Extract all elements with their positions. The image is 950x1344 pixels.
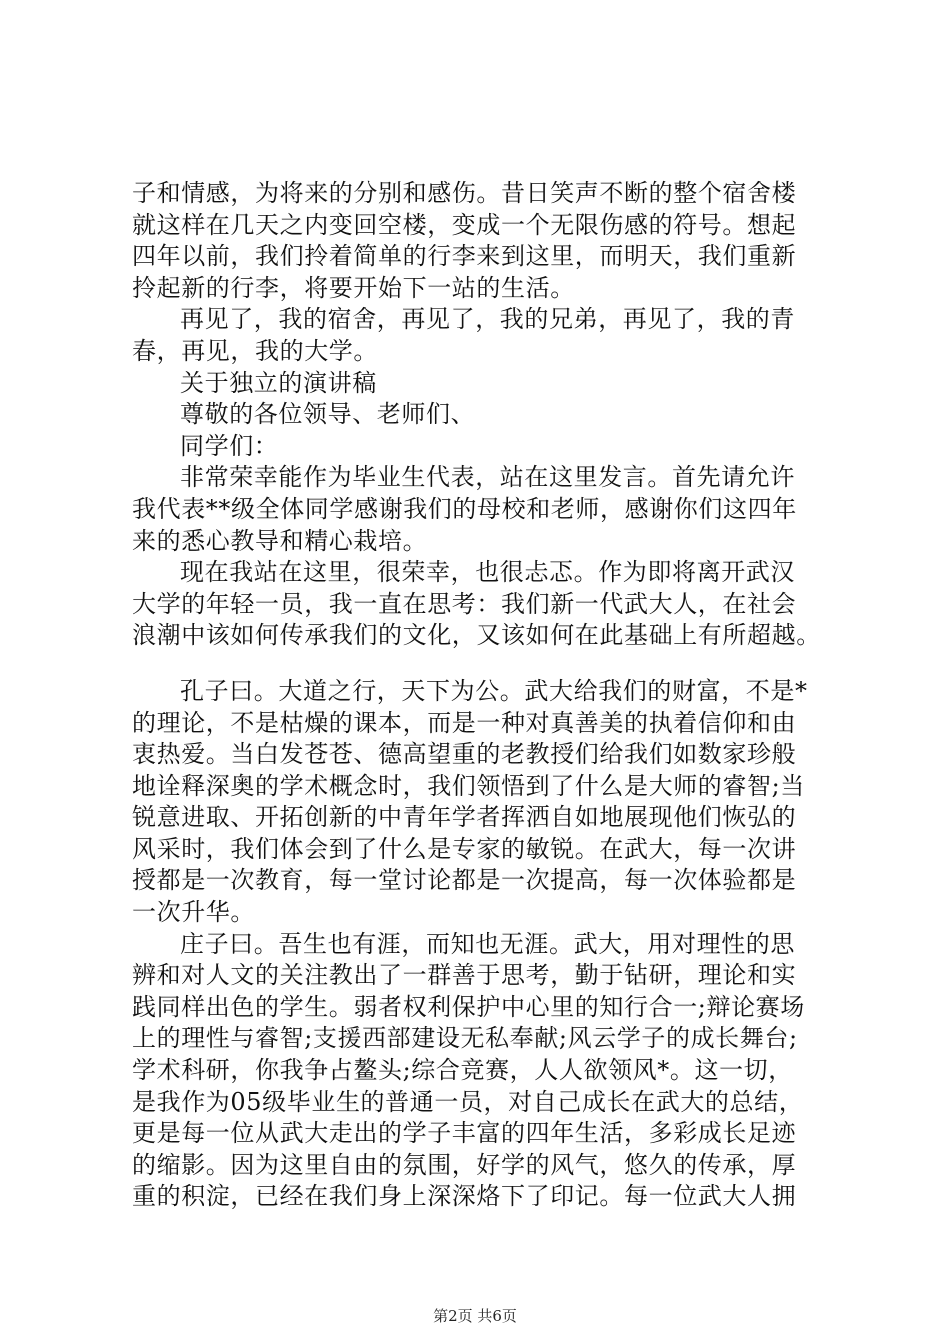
text-line: 同学们：	[180, 431, 279, 460]
text-line: 地诠释深奥的学术概念时，我们领悟到了什么是大师的睿智;当	[132, 771, 805, 800]
text-line: 锐意进取、开拓创新的中青年学者挥洒自如地展现他们恢弘的	[132, 803, 797, 832]
text-line: 拎起新的行李，将要开始下一站的生活。	[132, 273, 575, 302]
text-line: 庄子曰。吾生也有涯，而知也无涯。武大，用对理性的思	[180, 929, 795, 958]
text-line: 授都是一次教育，每一堂讨论都是一次提高，每一次体验都是	[132, 866, 797, 895]
text-line: 四年以前，我们拎着简单的行李来到这里，而明天，我们重新	[132, 242, 797, 271]
text-line: 的理论，不是枯燥的课本，而是一种对真善美的执着信仰和由	[132, 708, 797, 737]
text-line: 就这样在几天之内变回空楼，变成一个无限伤感的符号。想起	[132, 210, 797, 239]
document-body	[132, 178, 852, 1213]
text-line: 子和情感，为将来的分别和感伤。昔日笑声不断的整个宿舍楼	[132, 179, 797, 207]
text-line: 来的悉心教导和精心栽培。	[132, 526, 428, 555]
text-line: 上的理性与睿智;支援西部建设无私奉献;风云学子的成长舞台;	[132, 1024, 798, 1053]
text-line: 非常荣幸能作为毕业生代表，站在这里发言。首先请允许	[180, 463, 795, 492]
text-line: 尊敬的各位领导、老师们、	[180, 400, 476, 429]
text-line: 践同样出色的学生。弱者权利保护中心里的知行合一;辩论赛场	[132, 992, 805, 1021]
text-line: 再见了，我的宿舍，再见了，我的兄弟，再见了，我的青	[180, 305, 795, 334]
paragraph-gap	[132, 652, 852, 676]
text-line: 关于独立的演讲稿	[180, 368, 377, 397]
text-line: 浪潮中该如何传承我们的文化，又该如何在此基础上有所超越。	[132, 621, 821, 650]
text-line: 衷热爱。当白发苍苍、德高望重的老教授们给我们如数家珍般	[132, 740, 797, 769]
text-line: 的缩影。因为这里自由的氛围，好学的风气，悠久的传承，厚	[132, 1150, 797, 1179]
page-number-footer: 第2页 共6页	[433, 1307, 517, 1325]
text-line: 现在我站在这里，很荣幸，也很忐忑。作为即将离开武汉	[180, 558, 795, 587]
text-line: 风采时，我们体会到了什么是专家的敏锐。在武大，每一次讲	[132, 834, 797, 863]
text-line: 是我作为05级毕业生的普通一员，对自己成长在武大的总结，	[132, 1087, 804, 1116]
text-line: 大学的年轻一员，我一直在思考：我们新一代武大人，在社会	[132, 589, 797, 618]
text-line: 春，再见，我的大学。	[132, 336, 378, 365]
text-line: 重的积淀，已经在我们身上深深烙下了印记。每一位武大人拥	[132, 1182, 797, 1211]
text-line: 一次升华。	[132, 898, 255, 927]
text-line: 我代表**级全体同学感谢我们的母校和老师，感谢你们这四年	[132, 494, 797, 523]
text-line: 学术科研，你我争占鳌头;综合竞赛，人人欲领风*。这一切，	[132, 1056, 793, 1085]
text-line: 更是每一位从武大走出的学子丰富的四年生活，多彩成长足迹	[132, 1119, 797, 1148]
text-line: 辨和对人文的关注教出了一群善于思考，勤于钻研，理论和实	[132, 961, 797, 990]
text-line: 孔子曰。大道之行，天下为公。武大给我们的财富，不是*	[180, 676, 808, 705]
